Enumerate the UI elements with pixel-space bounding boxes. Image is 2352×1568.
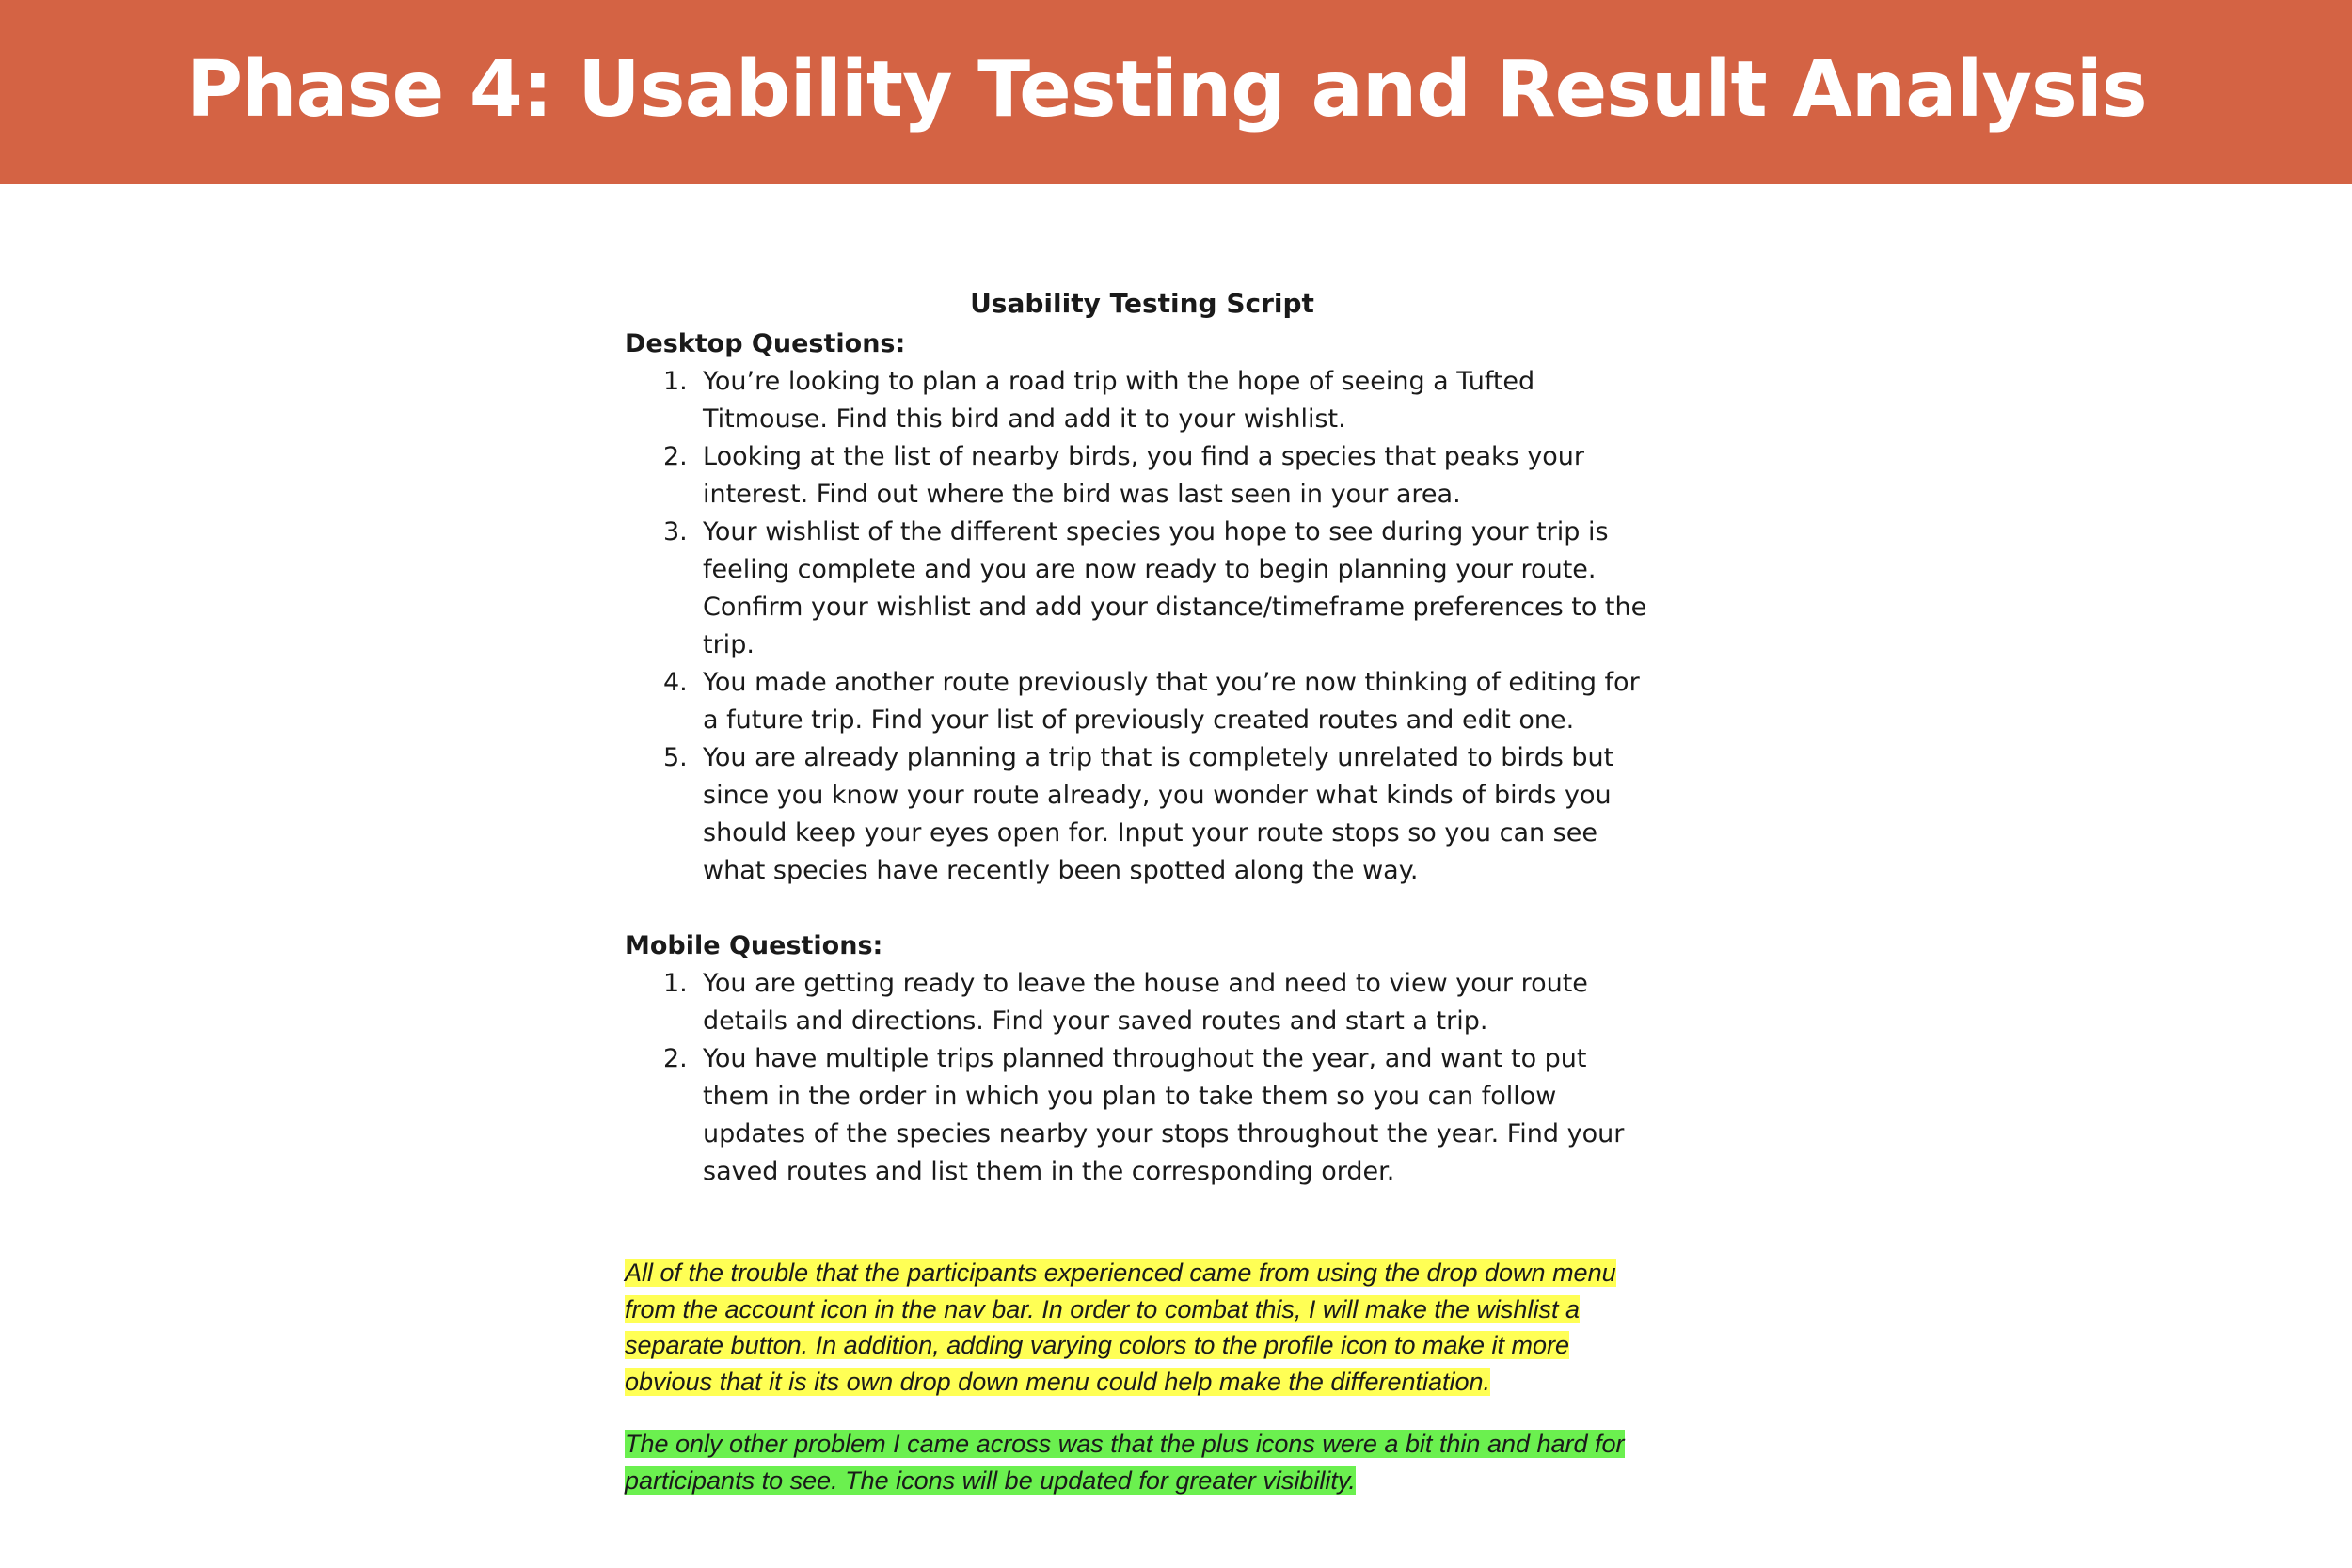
highlighted-text: The only other problem I came across was that the plus icons were a bit thin and hard for participants to see. The icons will be updated for greater visibility.: [625, 1430, 1625, 1495]
question-text: Your wishlist of the different species you hope to see during your trip is feeling complete and you are now ready to begin planning your route. Confirm your wishlist and add your distance/timeframe preferences to the trip.: [703, 517, 1647, 659]
desktop-question: [625, 514, 1660, 664]
desktop-question: [625, 739, 1660, 890]
desktop-question: [625, 664, 1660, 739]
desktop-questions-heading: Desktop Questions:: [625, 329, 906, 358]
header-banner: [0, 0, 2352, 184]
question-text: You made another route previously that you’re now thinking of editing for a future trip. Find your list of previously created routes and edit one.: [703, 668, 1640, 735]
mobile-questions-heading: Mobile Questions:: [625, 931, 883, 960]
question-text: You are already planning a trip that is completely unrelated to birds but since you know your route already, you wonder what kinds of birds you should keep your eyes open for. Input your route stops so you can see what species have recently been spotted along the way.: [703, 743, 1614, 885]
question-number: 1.: [663, 367, 688, 396]
section-spacer: [625, 890, 1660, 927]
notes-spacer: [625, 1191, 1660, 1255]
desktop-question: [625, 438, 1660, 514]
question-text: You have multiple trips planned throughout the year, and want to put them in the order in which you plan to take them so you can follow updates of the species nearby your stops throughout the year. Find your saved routes and list them in the corresponding order.: [703, 1044, 1625, 1186]
highlighted-text: All of the trouble that the participants experienced came from using the drop down menu from the account icon in the nav bar. In order to combat this, I will make the wishlist a separate button. In addition, adding varying colors to the profile icon to make it more obvious that it is its own drop down menu could help make the differentiation.: [625, 1259, 1616, 1396]
question-text: You are getting ready to leave the house and need to view your route details and directions. Find your saved routes and start a trip.: [703, 969, 1588, 1036]
mobile-question: [625, 1040, 1660, 1191]
question-number: 1.: [663, 969, 688, 998]
page-title: Phase 4: Usability Testing and Result Analysis: [186, 45, 2147, 135]
question-number: 5.: [663, 743, 688, 772]
mobile-questions-list: [625, 965, 1660, 1191]
question-number: 4.: [663, 668, 688, 697]
question-number: 3.: [663, 517, 688, 546]
question-number: 2.: [663, 442, 688, 471]
desktop-question: [625, 363, 1660, 438]
question-text: Looking at the list of nearby birds, you find a species that peaks your interest. Find out where the bird was last seen in your area.: [703, 442, 1585, 509]
question-text: You’re looking to plan a road trip with the hope of seeing a Tufted Titmouse. Find this bird and add it to your wishlist.: [703, 367, 1535, 434]
result-analysis-note-yellow: [625, 1255, 1660, 1400]
document-title: Usability Testing Script: [970, 288, 1314, 319]
desktop-questions-list: [625, 363, 1660, 890]
mobile-question: [625, 965, 1660, 1040]
testing-script-document: [625, 282, 1660, 1498]
result-analysis-note-green: [625, 1426, 1660, 1498]
question-number: 2.: [663, 1044, 688, 1073]
